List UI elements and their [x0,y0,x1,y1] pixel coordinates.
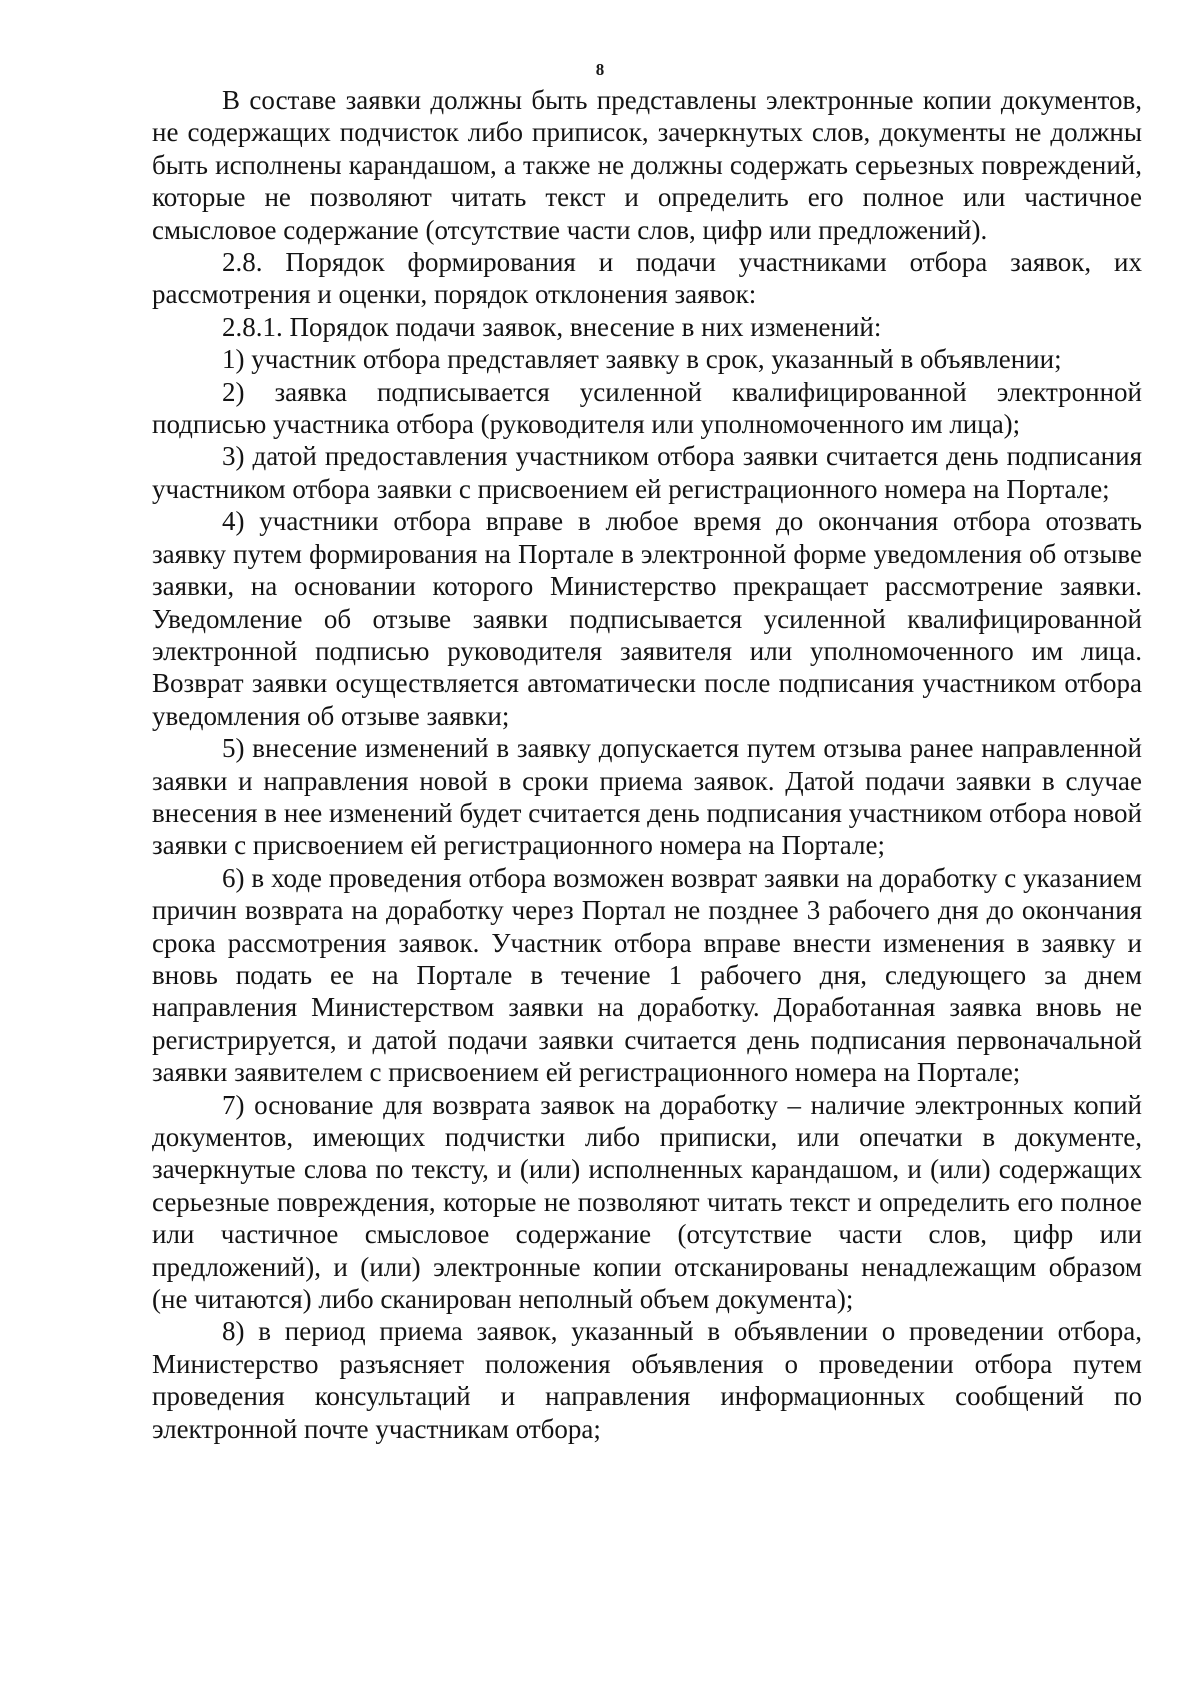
paragraph-intro: В составе заявки должны быть представлены электронные копии документов, не содержащих подчисток либо приписок, зачеркнутых слов, документы не должны быть исполнены карандашом, а также не должны содержать серьезных повреждений, которые не позволяют читать текст и определить его полное или частичное смысловое содержание (отсутствие части слов, цифр или предложений). [152,85,1142,245]
paragraph-item-2: 2) заявка подписывается усиленной квалифицированной электронной подписью участника отбора (руководителя или уполномоченного им лица); [152,376,1142,440]
paragraph-section-2-8: 2.8. Порядок формирования и подачи участниками отбора заявок, их рассмотрения и оценки, порядок отклонения заявок: [152,247,1142,310]
paragraph-item-6: 6) в ходе проведения отбора возможен возврат заявки на доработку с указанием причин возврата на доработку через Портал не позднее 3 рабочего дня до окончания срока рассмотрения заявок. Участник отбора вправе внести изменения в заявку и вновь подать ее на Портале в течение 1 рабочего дня, следующего за днем направления Министерством заявки на доработку. Доработанная заявка вновь не регистрируется, и датой подачи заявки считается день подписания первоначальной заявки заявителем с присвоением ей регистрационного номера на Портале; [152,862,1142,1088]
paragraph-item-4: 4) участники отбора вправе в любое время до окончания отбора отозвать заявку путем формирования на Портале в электронной форме уведомления об отзыве заявки, на основании которого Министерство прекращает рассмотрение заявки. Уведомление об отзыве заявки подписывается усиленной квалифицированной электронной подписью руководителя заявителя или уполномоченного им лица. Возврат заявки осуществляется автоматически после подписания участником отбора уведомления об отзыве заявки; [152,506,1142,731]
page-number: 8 [595,60,605,79]
paragraph-item-7: 7) основание для возврата заявок на доработку – наличие электронных копий документов, имеющих подчистки либо приписки, или опечатки в документе, зачеркнутые слова по тексту, и (или) исполненных карандашом, и (или) содержащих серьезные повреждения, которые не позволяют читать текст и определить его полное или частичное смысловое содержание (отсутствие части слов, цифр или предложений), и (или) электронные копии отсканированы ненадлежащим образом (не читаются) либо сканирован неполный объем документа); [152,1089,1142,1315]
paragraph-section-2-8-1: 2.8.1. Порядок подачи заявок, внесение в них изменений: [222,311,882,342]
paragraph-item-1: 1) участник отбора представляет заявку в срок, указанный в объявлении; [222,344,1062,375]
paragraph-item-3: 3) датой предоставления участником отбора заявки считается день подписания участником отбора заявки с присвоением ей регистрационного номера на Портале; [152,441,1142,504]
paragraph-item-5: 5) внесение изменений в заявку допускается путем отзыва ранее направленной заявки и направления новой в сроки приема заявок. Датой подачи заявки в случае внесения в нее изменений будет считается день подписания участником отбора новой заявки с присвоением ей регистрационного номера на Портале; [152,733,1142,861]
paragraph-item-8: 8) в период приема заявок, указанный в объявлении о проведении отбора, Министерство разъясняет положения объявления о проведении отбора путем проведения консультаций и направления информационных сообщений по электронной почте участникам отбора; [152,1316,1142,1444]
document-body [152,84,1142,1445]
